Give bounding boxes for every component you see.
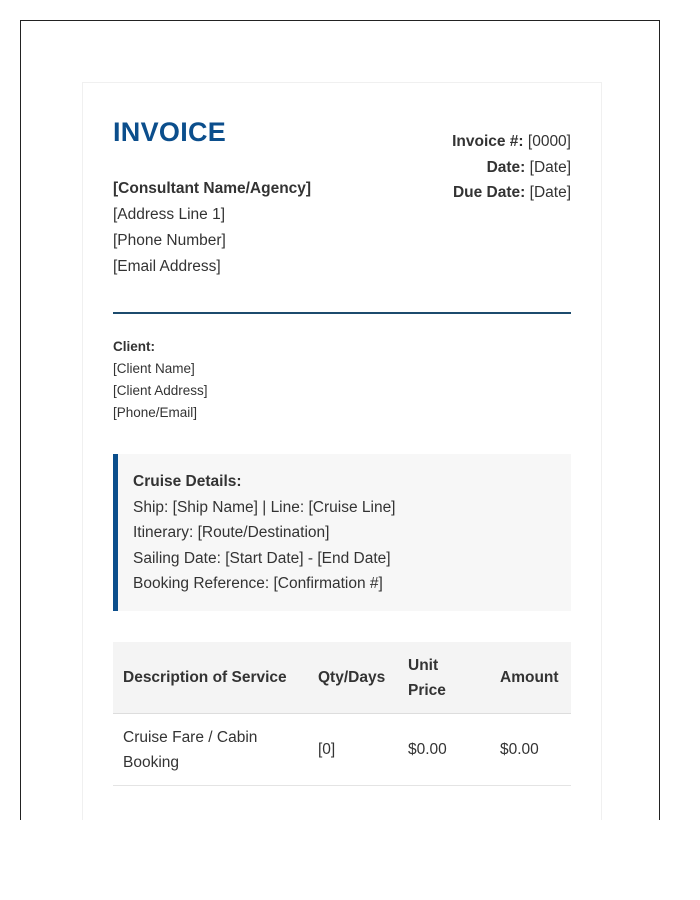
- invoice-due-label: Due Date:: [452, 184, 526, 201]
- services-table: [113, 642, 571, 786]
- consultant-address: [Address Line 1]: [113, 206, 226, 223]
- page-frame: [20, 20, 660, 820]
- row-qty: [0]: [308, 714, 398, 786]
- row-description: Cruise Fare / Cabin Booking: [113, 714, 308, 786]
- cruise-ship-line: Ship: [Ship Name] | Line: [Cruise Line]: [133, 498, 396, 516]
- cruise-itinerary: Itinerary: [Route/Destination]: [133, 524, 330, 541]
- invoice-date-label: Date:: [486, 158, 526, 176]
- header-unit-price: Unit Price: [398, 642, 490, 714]
- header-qty: Qty/Days: [308, 642, 398, 714]
- client-name: [Client Name]: [113, 361, 195, 376]
- cruise-details-panel: [113, 454, 571, 611]
- invoice-due-value: [Date]: [529, 184, 571, 201]
- client-contact: [Phone/Email]: [113, 405, 198, 420]
- invoice-card: [82, 82, 602, 820]
- invoice-date-row: [452, 155, 571, 181]
- table-header-row: [113, 642, 571, 714]
- invoice-number-row: [452, 129, 571, 155]
- row-amount: $0.00: [490, 714, 571, 786]
- cruise-booking-reference: Booking Reference: [Confirmation #]: [133, 575, 383, 592]
- consultant-block: [113, 176, 311, 280]
- invoice-number-value: [0000]: [527, 133, 571, 150]
- consultant-phone: [Phone Number]: [113, 232, 226, 249]
- invoice-number-label: Invoice #:: [452, 133, 524, 150]
- client-address: [Client Address]: [113, 383, 208, 398]
- client-block: [113, 336, 208, 424]
- invoice-due-row: [452, 180, 571, 206]
- consultant-email: [Email Address]: [113, 258, 221, 275]
- client-label: Client:: [113, 339, 155, 354]
- header-description: Description of Service: [113, 642, 308, 714]
- invoice-meta: [452, 129, 571, 206]
- header-divider: [113, 312, 571, 314]
- invoice-date-value: [Date]: [529, 158, 571, 176]
- table-row: [113, 714, 571, 786]
- cruise-details-label: Cruise Details:: [133, 473, 242, 490]
- row-unit-price: $0.00: [398, 714, 490, 786]
- consultant-name: [Consultant Name/Agency]: [113, 180, 312, 197]
- invoice-title: INVOICE: [113, 117, 227, 147]
- cruise-sailing-date: Sailing Date: [Start Date] - [End Date]: [133, 549, 391, 567]
- header-amount: Amount: [490, 642, 571, 714]
